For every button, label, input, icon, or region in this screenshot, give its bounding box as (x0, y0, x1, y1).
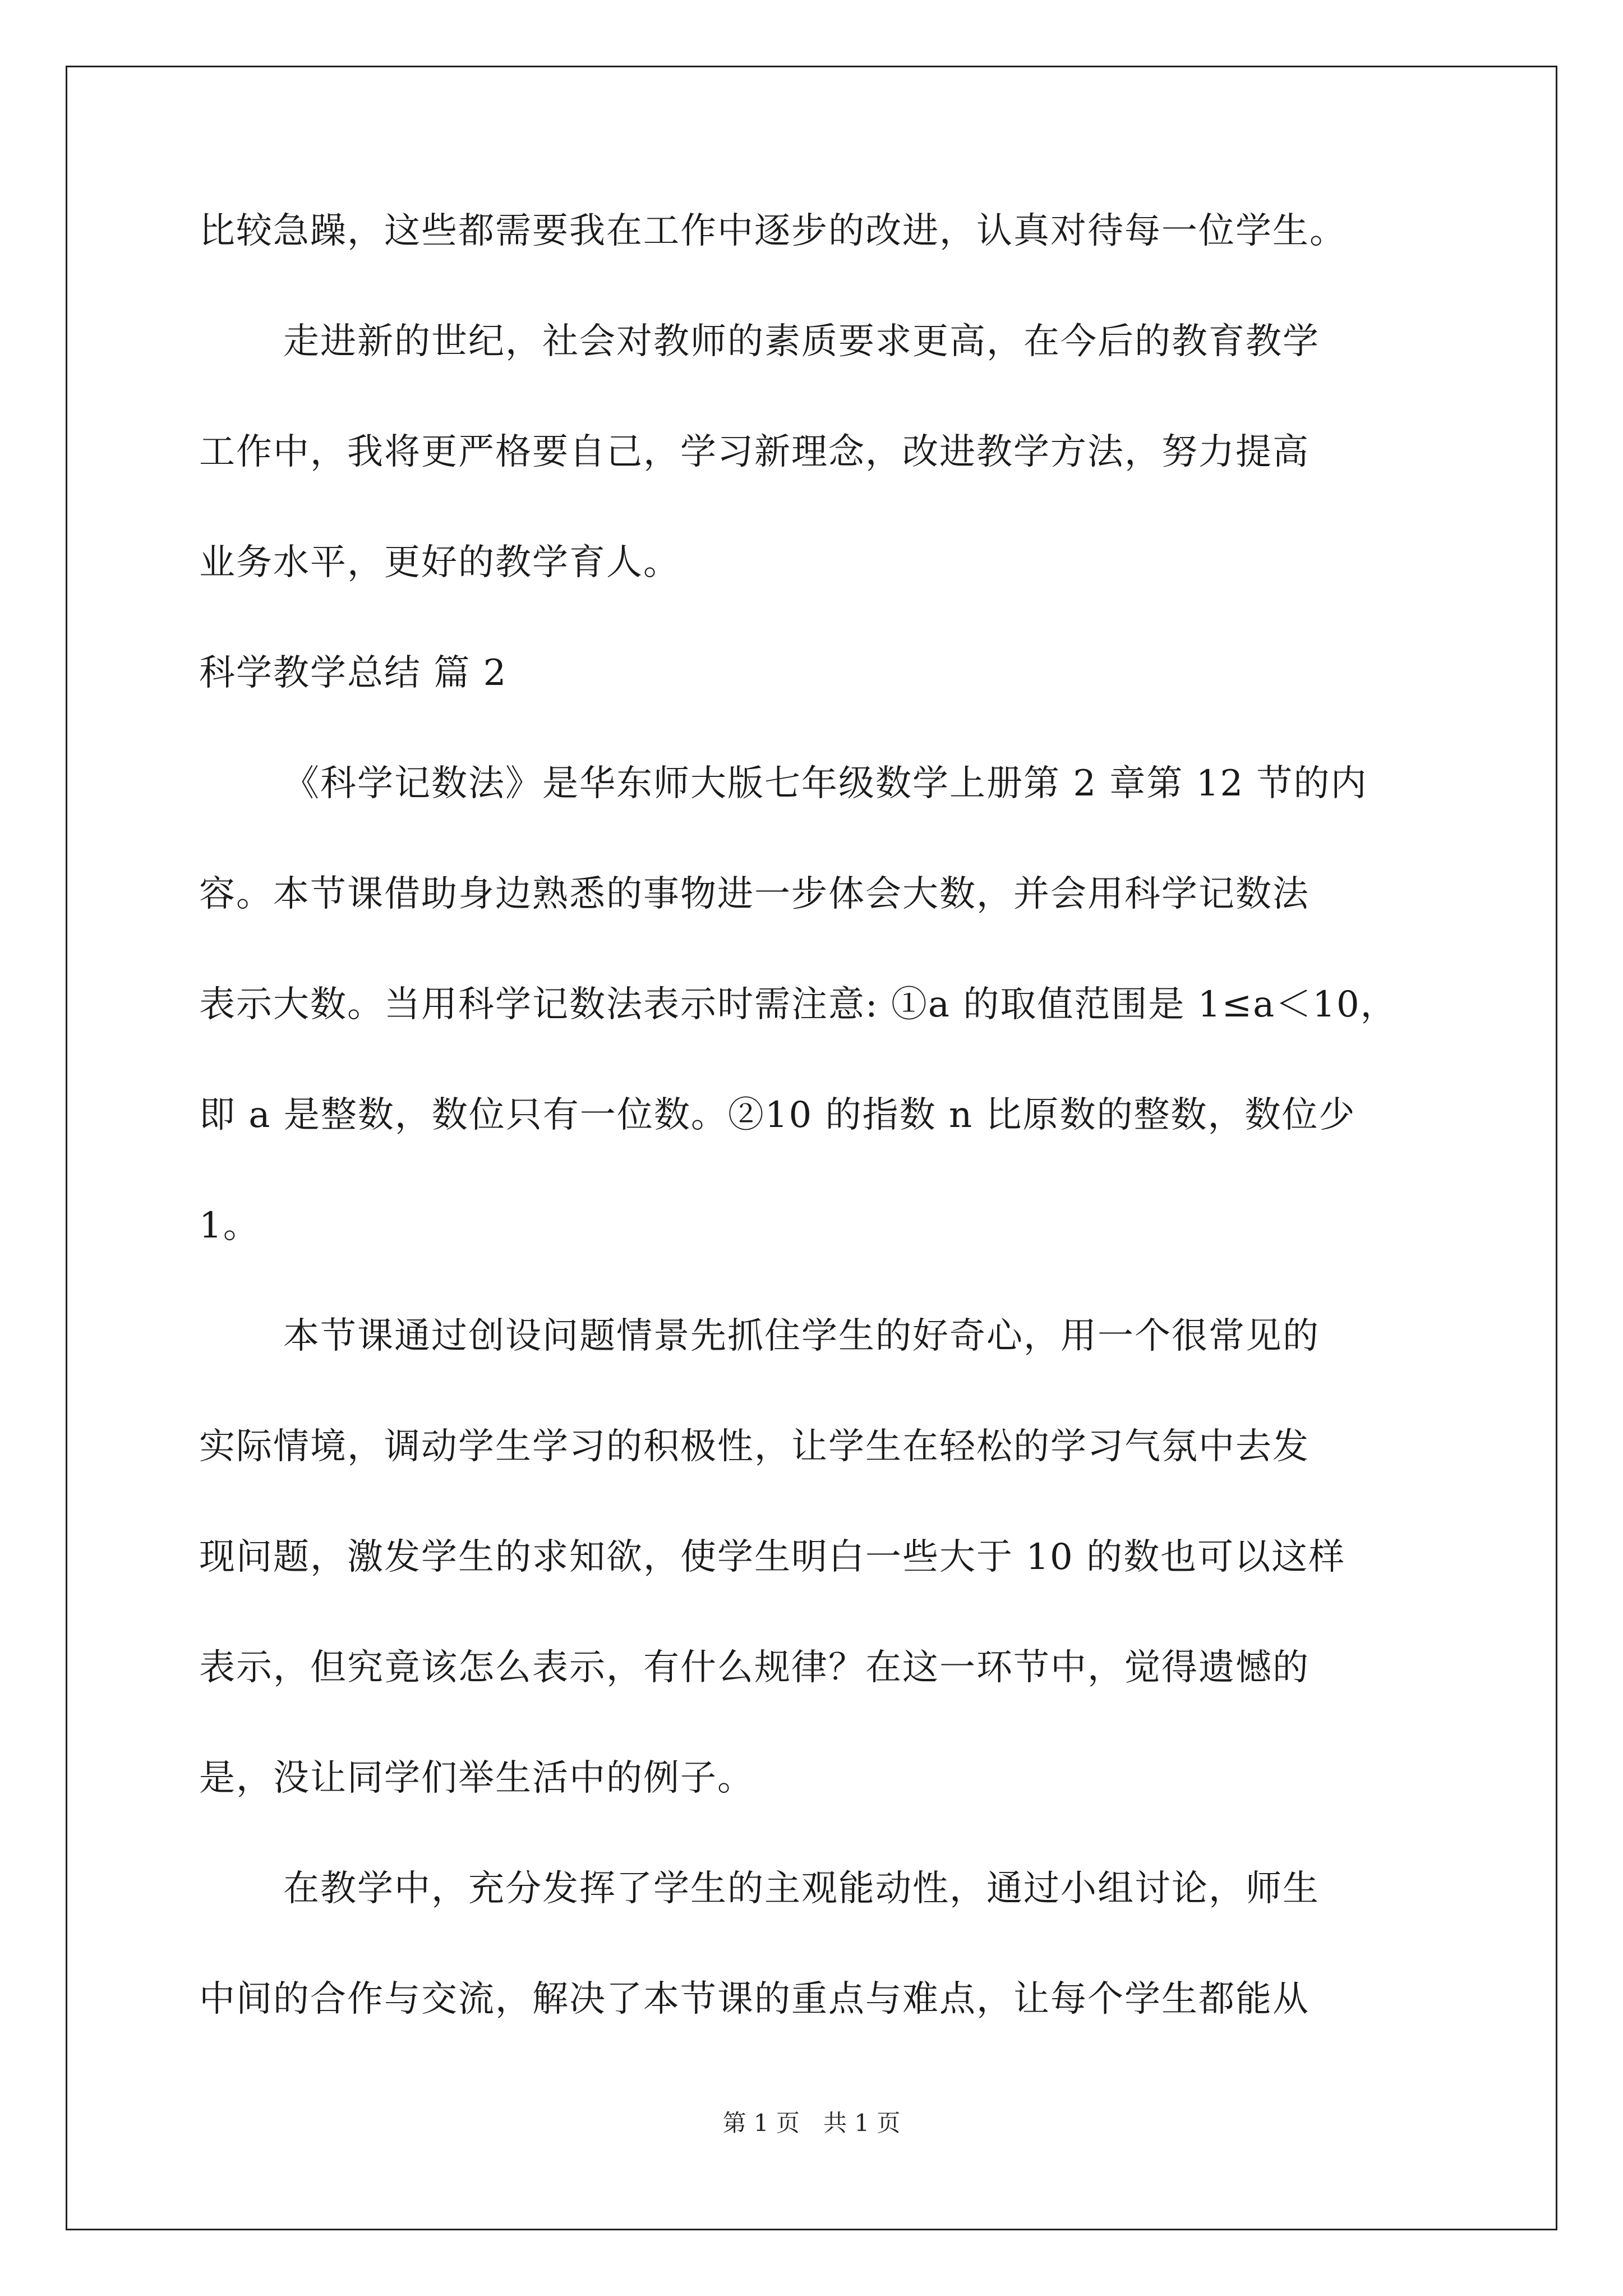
text-line: 现问题，激发学生的求知欲，使学生明白一些大于 10 的数也可以这样 (199, 1536, 1346, 1578)
text-line: 实际情境，调动学生学习的积极性，让学生在轻松的学习气氛中去发 (199, 1426, 1310, 1467)
text-line: 在教学中，充分发挥了学生的主观能动性，通过小组讨论，师生 (283, 1868, 1320, 1910)
text-line: 容。本节课借助身边熟悉的事物进一步体会大数，并会用科学记数法 (199, 873, 1310, 915)
text-line: 1。 (199, 1205, 260, 1246)
text-line: 中间的合作与交流，解决了本节课的重点与难点，让每个学生都能从 (199, 1978, 1310, 2020)
text-line: 工作中，我将更严格要自己，学习新理念，改进教学方法，努力提高 (199, 431, 1310, 473)
text-line: 是，没让同学们举生活中的例子。 (199, 1757, 754, 1799)
text-line: 表示，但究竟该怎么表示，有什么规律？在这一环节中，觉得遗憾的 (199, 1647, 1310, 1688)
page-footer: 第 1 页 共 1 页 (722, 2109, 901, 2137)
text-line: 《科学记数法》是华东师大版七年级数学上册第 2 章第 12 节的内 (283, 763, 1368, 804)
text-line: 即 a 是整数，数位只有一位数。②10 的指数 n 比原数的整数，数位少 (199, 1094, 1356, 1136)
text-line: 比较急躁，这些都需要我在工作中逐步的改进，认真对待每一位学生。 (199, 210, 1347, 252)
text-line: 走进新的世纪，社会对教师的素质要求更高，在今后的教育教学 (283, 321, 1320, 362)
text-line: 表示大数。当用科学记数法表示时需注意: ①a 的取值范围是 1≤a＜10， (199, 984, 1398, 1025)
text-line: 本节课通过创设问题情景先抓住学生的好奇心，用一个很常见的 (283, 1315, 1320, 1357)
section-heading: 科学教学总结 篇 2 (199, 652, 508, 694)
text-line: 业务水平，更好的教学育人。 (199, 542, 680, 583)
